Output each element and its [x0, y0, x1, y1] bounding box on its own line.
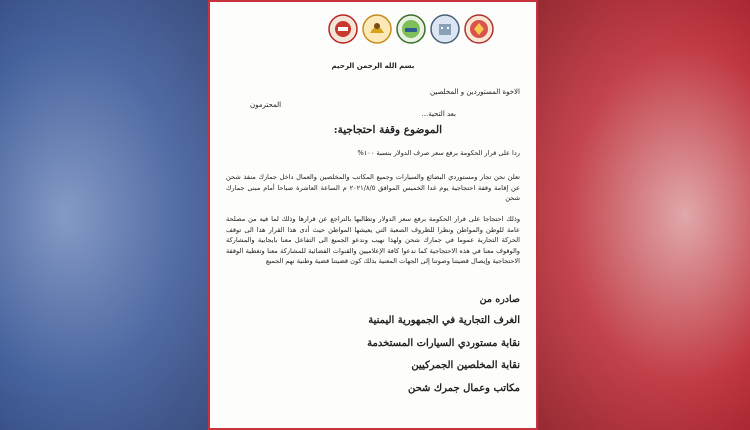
paragraph-2: تعلن نحن تجار ومستوردي البضائع والسيارات وجميع المكاتب والمخلصين والعمال داخل جمارك منفذ شحن عن إقامة وقفة احتجاجية يوم غدا الخميس الموافق ٢٠٢١/٨/٥ م الساعة العاشرة صباحا أمام مبنى جمارك شحن — [226, 173, 520, 202]
document-page — [210, 2, 536, 428]
paragraph-1: ردا على قرار الحكومة برفع سعر صرف الدولار بنسبة ١٠٠% — [357, 149, 520, 157]
paragraph-3: وذلك احتجاجا على قرار الحكومة برفع سعر الدولار وتطالبها بالتراجع عن قرارها وذلك لما فيه من مصلحة عامة للوطن والمواطن ونظرا للظروف الصعبة التي يعيشها المواطن حيث أدى هذا القرار هذا الى توقف الحركة التجارية عموما في جمارك شحن ولهذا نهيب وندعو الجميع الى التفاعل معنا بايجابية والمشاركة والوقوف معنا في هذه الاحتجاجية كما ندعوا كافة الإعلاميين والقنوات الفضائية للمشاركة معنا وتغطية الوقفة الاحتجاجية وإيصال قضيتنا وصوتنا إلى الجهات المعنية بذلك كون قضيتنا قضية وطنية تهم الجميع — [226, 215, 520, 265]
document-frame — [208, 0, 538, 430]
chamber-logo-icon — [328, 14, 358, 44]
signatory-1: الغرف التجارية في الجمهورية اليمنية — [368, 315, 520, 326]
background-blur-right — [535, 0, 750, 430]
signatory-3: نقابة المخلصين الجمركيين — [411, 360, 520, 371]
background-blur-left — [0, 0, 215, 430]
building-logo-icon — [430, 14, 460, 44]
logo-row — [328, 14, 494, 44]
signatory-4: مكاتب وعمال جمرك شحن — [407, 383, 520, 394]
basmala-heading: بسم الله الرحمن الرحيم — [331, 62, 415, 70]
signatory-2: نقابة مستوردي السيارات المستخدمة — [367, 338, 520, 349]
org-seal-logo-icon — [464, 14, 494, 44]
greeting-line: بعد التحية... — [421, 110, 456, 118]
subject-heading: الموضوع وقفة احتجاجية: — [333, 124, 442, 136]
car-importers-logo-icon — [396, 14, 426, 44]
salutation-address: الاخوة المستوردين و المخلصين — [430, 88, 520, 96]
salutation-respected: المحترمون — [250, 101, 282, 109]
issued-by-heading: صادره من — [479, 294, 520, 305]
customs-brokers-logo-icon — [362, 14, 392, 44]
